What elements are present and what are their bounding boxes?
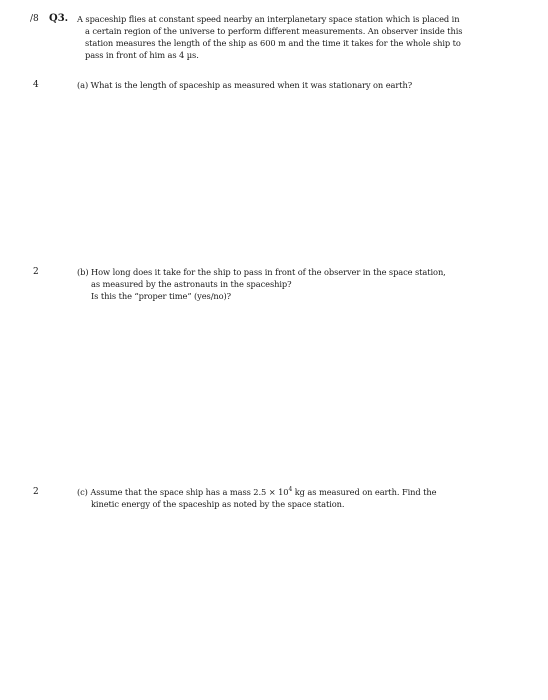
part-c-marks: 2 <box>33 487 39 497</box>
part-c-line1-after: kg as measured on earth. Find the <box>292 487 437 497</box>
part-c-line <box>77 486 512 498</box>
part-b-line: Is this the “proper time” (yes/no)? <box>91 291 232 301</box>
stem-line: a certain region of the universe to perform different measurements. An observer inside this <box>85 26 463 36</box>
part-c-exponent: 4 <box>288 486 293 494</box>
part-a-marks: 4 <box>33 80 39 90</box>
stem-line: pass in front of him as 4 µs. <box>85 50 199 60</box>
part-b-line: as measured by the astronauts in the spaceship? <box>91 279 292 289</box>
part-c-line1-before: (c) Assume that the space ship has a mass 2.5 × 10 <box>77 487 289 497</box>
stem-line: A spaceship flies at constant speed nearby an interplanetary space station which is placed in <box>77 14 460 24</box>
question-total-marks: /8 <box>30 14 39 24</box>
question-number: Q3. <box>49 13 69 24</box>
question-stem <box>77 13 512 61</box>
part-b-line: (b) How long does it take for the ship to pass in front of the observer in the space station, <box>77 267 446 277</box>
part-a-text <box>77 79 512 91</box>
part-b-text <box>77 266 512 302</box>
part-c-text <box>77 486 512 510</box>
part-b-marks: 2 <box>33 267 39 277</box>
part-c-line: kinetic energy of the spaceship as noted by the space station. <box>91 499 345 509</box>
part-a-line: (a) What is the length of spaceship as measured when it was stationary on earth? <box>77 80 413 90</box>
stem-line: station measures the length of the ship as 600 m and the time it takes for the whole ship to <box>85 38 461 48</box>
